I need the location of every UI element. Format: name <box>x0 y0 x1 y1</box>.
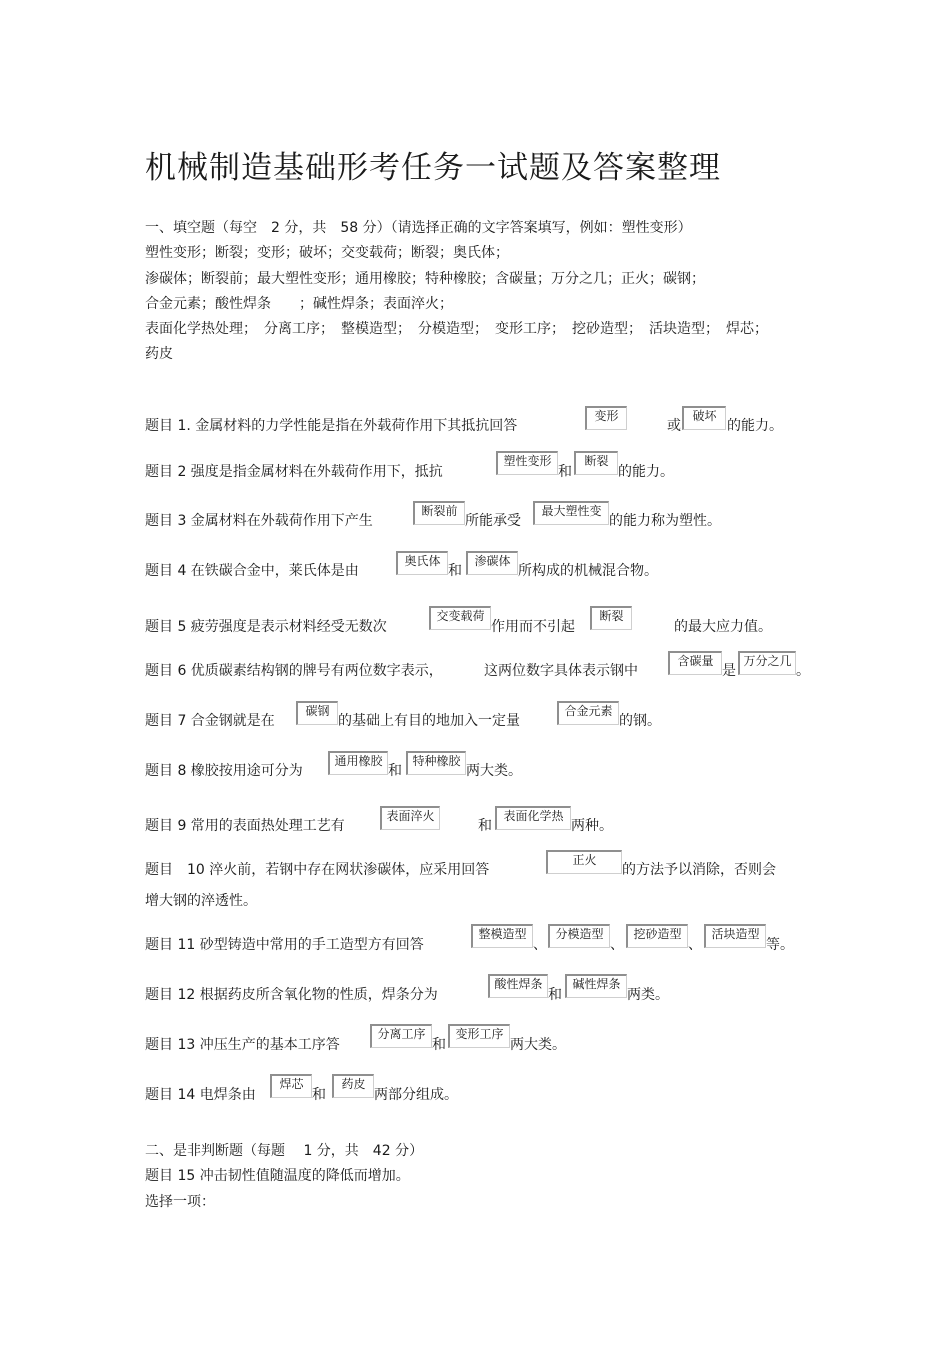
answer-text: 碳钢 <box>305 704 330 718</box>
answer-text: 变形工序 <box>455 1027 504 1041</box>
answer-text: 碱性焊条 <box>572 977 621 991</box>
question-text: 题目 13 冲压生产的基本工序答 <box>145 1037 340 1053</box>
answer-blank[interactable] <box>590 606 632 630</box>
question-text: 题目 8 橡胶按用途可分为 <box>145 763 303 779</box>
question-text: 题目 10 淬火前，若钢中存在网状渗碳体，应采用回答 <box>145 862 490 878</box>
connector-text: 和 <box>312 1087 326 1103</box>
answer-blank[interactable] <box>270 1074 312 1098</box>
answer-text: 活块造型 <box>711 927 760 941</box>
answer-blank[interactable] <box>380 806 440 830</box>
separator-text: 、 <box>533 937 547 953</box>
connector-text: 是 <box>722 663 736 679</box>
option-line-4: 表面化学热处理； 分离工序； 整模造型； 分模造型； 变形工序； 挖砂造型； 活块造型； 焊芯； <box>145 321 768 337</box>
answer-blank[interactable] <box>533 501 609 525</box>
option-line-2: 渗碳体；断裂前；最大塑性变形；通用橡胶；特种橡胶；含碳量；万分之几；正火；碳钢； <box>145 271 705 287</box>
answer-blank[interactable] <box>548 924 610 948</box>
answer-blank[interactable] <box>488 974 548 998</box>
connector-text: 或 <box>667 418 681 434</box>
answer-text: 正火 <box>572 853 597 867</box>
connector-text: 的基础上有目的地加入一定量 <box>338 713 520 729</box>
question-text-end: 两种。 <box>571 818 613 834</box>
answer-blank[interactable] <box>738 651 796 675</box>
question-text-end: 的钢。 <box>619 713 661 729</box>
answer-blank[interactable] <box>626 924 688 948</box>
question-text: 题目 1. 金属材料的力学性能是指在外载荷作用下其抵抗回答 <box>145 418 518 434</box>
question-text-end: 两大类。 <box>510 1037 566 1053</box>
question-text-end: 两类。 <box>627 987 669 1003</box>
answer-blank[interactable] <box>496 451 558 475</box>
question-text-end: 的能力称为塑性。 <box>609 513 721 529</box>
connector-text: 和 <box>548 987 562 1003</box>
answer-text: 塑性变形 <box>503 454 552 468</box>
question-text-end: 等。 <box>766 937 794 953</box>
separator-text: 、 <box>610 937 624 953</box>
question-text: 题目 7 合金钢就是在 <box>145 713 275 729</box>
connector-text: 和 <box>388 763 402 779</box>
answer-blank[interactable] <box>370 1024 432 1048</box>
answer-text: 特种橡胶 <box>412 754 461 768</box>
option-line-5: 药皮 <box>145 346 173 362</box>
answer-blank[interactable] <box>413 501 465 525</box>
question-text: 题目 11 砂型铸造中常用的手工造型方有回答 <box>145 937 424 953</box>
answer-text: 整模造型 <box>478 927 527 941</box>
answer-text: 分模造型 <box>555 927 604 941</box>
answer-text: 表面化学热 <box>503 809 564 823</box>
option-line-1: 塑性变形；断裂；变形；破坏；交变载荷；断裂；奥氏体； <box>145 245 509 261</box>
question-15-text: 题目 15 冲击韧性值随温度的降低而增加。 <box>145 1168 410 1184</box>
page-title: 机械制造基础形考任务一试题及答案整理 <box>145 150 721 186</box>
answer-blank[interactable] <box>546 850 622 874</box>
answer-text: 通用橡胶 <box>334 754 383 768</box>
question-text: 题目 2 强度是指金属材料在外载荷作用下，抵抗 <box>145 464 443 480</box>
answer-text: 挖砂造型 <box>633 927 682 941</box>
answer-blank[interactable] <box>557 701 619 725</box>
answer-text: 焊芯 <box>279 1077 304 1091</box>
answer-text: 表面淬火 <box>386 809 435 823</box>
answer-blank[interactable] <box>574 451 618 475</box>
answer-text: 破坏 <box>692 409 717 423</box>
connector-text: 和 <box>432 1037 446 1053</box>
answer-text: 合金元素 <box>564 704 613 718</box>
separator-text: 、 <box>688 937 702 953</box>
answer-blank[interactable] <box>396 551 448 575</box>
answer-text: 万分之几 <box>743 654 792 668</box>
answer-blank[interactable] <box>448 1024 510 1048</box>
connector-text: 所能承受 <box>465 513 521 529</box>
option-line-3: 合金元素；酸性焊条 ；碱性焊条；表面淬火； <box>145 296 453 312</box>
question-text: 题目 5 疲劳强度是表示材料经受无数次 <box>145 619 387 635</box>
answer-text: 酸性焊条 <box>494 977 543 991</box>
answer-blank[interactable] <box>296 701 338 725</box>
answer-text: 交变载荷 <box>436 609 485 623</box>
question-text-end: 的方法予以消除，否则会 <box>622 862 776 878</box>
choice-prompt: 选择一项： <box>145 1194 215 1210</box>
question-text: 题目 3 金属材料在外载荷作用下产生 <box>145 513 373 529</box>
connector-text: 和 <box>478 818 492 834</box>
answer-blank[interactable] <box>495 806 571 830</box>
answer-blank[interactable] <box>704 924 766 948</box>
question-text-continued: 增大钢的淬透性。 <box>145 893 257 909</box>
question-text-end: 的最大应力值。 <box>674 619 772 635</box>
section2-heading: 二、是非判断题（每题 1 分，共 42 分） <box>145 1143 424 1159</box>
answer-blank[interactable] <box>682 406 726 430</box>
answer-text: 分离工序 <box>377 1027 426 1041</box>
question-text-end: 的能力。 <box>727 418 783 434</box>
answer-blank[interactable] <box>328 751 388 775</box>
answer-text: 奥氏体 <box>404 554 441 568</box>
answer-text: 断裂前 <box>421 504 458 518</box>
connector-text: 和 <box>448 563 462 579</box>
answer-blank[interactable] <box>406 751 466 775</box>
question-text: 题目 14 电焊条由 <box>145 1087 256 1103</box>
answer-text: 断裂 <box>599 609 624 623</box>
answer-text: 药皮 <box>341 1077 366 1091</box>
question-text-end: 所构成的机械混合物。 <box>518 563 658 579</box>
question-text-end: 两大类。 <box>466 763 522 779</box>
connector-text: 和 <box>558 464 572 480</box>
answer-blank[interactable] <box>429 606 491 630</box>
answer-text: 断裂 <box>584 454 609 468</box>
answer-blank[interactable] <box>585 406 627 430</box>
question-text: 题目 9 常用的表面热处理工艺有 <box>145 818 345 834</box>
answer-text: 变形 <box>594 409 619 423</box>
answer-blank[interactable] <box>471 924 533 948</box>
answer-text: 含碳量 <box>677 654 714 668</box>
answer-blank[interactable] <box>332 1074 374 1098</box>
question-text-end: 。 <box>796 663 810 679</box>
answer-blank[interactable] <box>668 651 722 675</box>
question-text-2: 这两位数字具体表示钢中 <box>484 663 638 679</box>
question-text-end: 的能力。 <box>618 464 674 480</box>
question-text: 题目 12 根据药皮所含氧化物的性质，焊条分为 <box>145 987 438 1003</box>
answer-text: 最大塑性变 <box>541 504 602 518</box>
section1-heading: 一、填空题（每空 2 分，共 58 分）（请选择正确的文字答案填写，例如：塑性变形） <box>145 220 692 236</box>
connector-text: 作用而不引起 <box>491 619 575 635</box>
question-text-end: 两部分组成。 <box>374 1087 458 1103</box>
answer-text: 渗碳体 <box>474 554 511 568</box>
answer-blank[interactable] <box>565 974 627 998</box>
answer-blank[interactable] <box>466 551 518 575</box>
question-text: 题目 4 在铁碳合金中，莱氏体是由 <box>145 563 359 579</box>
question-text: 题目 6 优质碳素结构钢的牌号有两位数字表示， <box>145 663 443 679</box>
